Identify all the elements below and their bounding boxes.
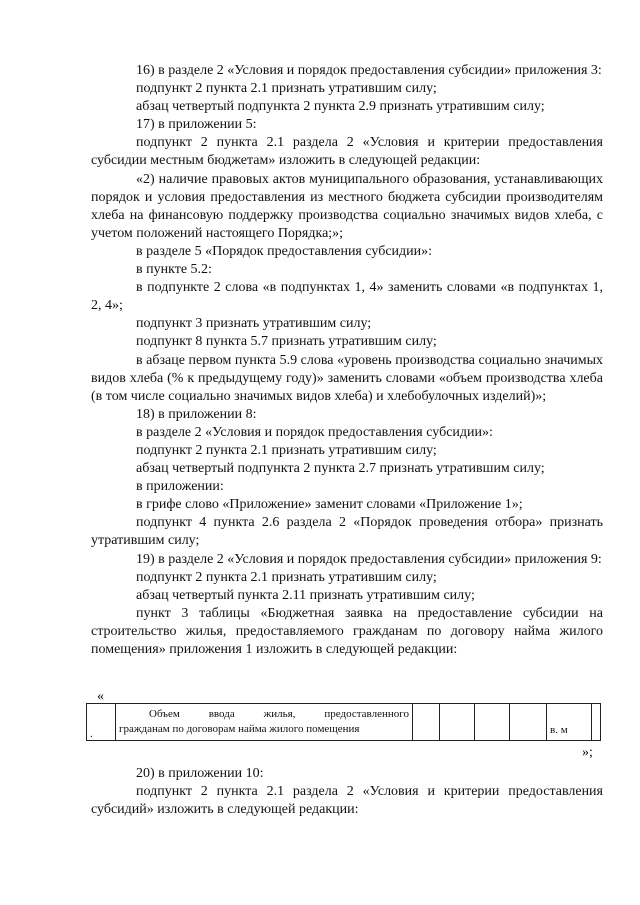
paragraph: подпункт 2 пункта 2.1 признать утратившим силу; (136, 81, 437, 97)
paragraph: 17) в приложении 5: (136, 117, 257, 133)
paragraph: 19) в разделе 2 «Условия и порядок предоставления субсидии» приложения 9: (136, 551, 602, 567)
table-cell-empty (413, 704, 440, 741)
table-cell-description (116, 704, 413, 741)
paragraph: в приложении: (136, 479, 224, 495)
document-body-continued (91, 765, 603, 819)
paragraph: «2) наличие правовых актов муниципального образования, устанавливающих порядок и условия предоставления из местного бюджета субсидии производителям хлеба на финансовую поддержку производства социально значимых видов хлеба, с учетом положений настоящего Порядка;»; (91, 171, 603, 241)
paragraph: в абзаце первом пункта 5.9 слова «уровень производства социально значимых видов хлеба (% к предыдущему году)» заменить словами «объем производства хлеба (в том числе социально значимых видов хлеба) и хлебобулочных изделий)»; (91, 352, 603, 404)
budget-table (86, 703, 601, 741)
paragraph: абзац четвертый пункта 2.11 признать утратившим силу; (136, 587, 475, 603)
table-cell-empty (440, 704, 475, 741)
paragraph: 16) в разделе 2 «Условия и порядок предоставления субсидии» приложения 3: (136, 63, 602, 78)
paragraph: пункт 3 таблицы «Бюджетная заявка на предоставление субсидии на строительство жилья, предоставляемого гражданам по договору найма жилого помещения» приложения 1 изложить в следующей редакции: (91, 605, 603, 657)
table-cell-unit: в. м (547, 704, 592, 741)
description-line-1: Объем ввода жилья, предоставленного (149, 708, 409, 720)
paragraph: 20) в приложении 10: (136, 766, 264, 781)
paragraph: абзац четвертый подпункта 2 пункта 2.9 признать утратившим силу; (136, 99, 545, 115)
table-cell-number: . (87, 704, 116, 741)
paragraph: в подпункте 2 слова «в подпунктах 1, 4» заменить словами «в подпунктах 1, 2, 4»; (91, 280, 603, 314)
paragraph: подпункт 2 пункта 2.1 признать утратившим силу; (136, 442, 437, 458)
paragraph: подпункт 3 признать утратившим силу; (136, 316, 372, 332)
document-body (91, 62, 603, 659)
paragraph: подпункт 2 пункта 2.1 раздела 2 «Условия и критерии предоставления субсидий» изложить в следующей редакции: (91, 784, 603, 818)
table-cell-empty (475, 704, 510, 741)
paragraph: в разделе 5 «Порядок предоставления субсидии»: (136, 243, 433, 259)
table-cell-empty (592, 704, 601, 741)
paragraph: подпункт 8 пункта 5.7 признать утратившим силу; (136, 334, 437, 350)
table-row (87, 704, 601, 741)
paragraph: 18) в приложении 8: (136, 406, 257, 422)
paragraph: подпункт 2 пункта 2.1 раздела 2 «Условия и критерии предоставления субсидии местным бюджетам» изложить в следующей редакции: (91, 135, 603, 169)
paragraph: в грифе слово «Приложение» заменит словами «Приложение 1»; (136, 497, 523, 513)
paragraph: в разделе 2 «Условия и порядок предоставления субсидии»: (136, 424, 493, 440)
paragraph: подпункт 2 пункта 2.1 признать утратившим силу; (136, 569, 437, 585)
closing-quote: »; (582, 745, 593, 760)
paragraph: абзац четвертый подпункта 2 пункта 2.7 признать утратившим силу; (136, 461, 545, 477)
description-line-2: гражданам по договорам найма жилого помещения (119, 723, 360, 735)
paragraph: подпункт 4 пункта 2.6 раздела 2 «Порядок проведения отбора» признать утратившим силу; (91, 515, 603, 549)
opening-quote: « (97, 689, 104, 704)
table-cell-empty (510, 704, 547, 741)
paragraph: в пункте 5.2: (136, 262, 212, 278)
